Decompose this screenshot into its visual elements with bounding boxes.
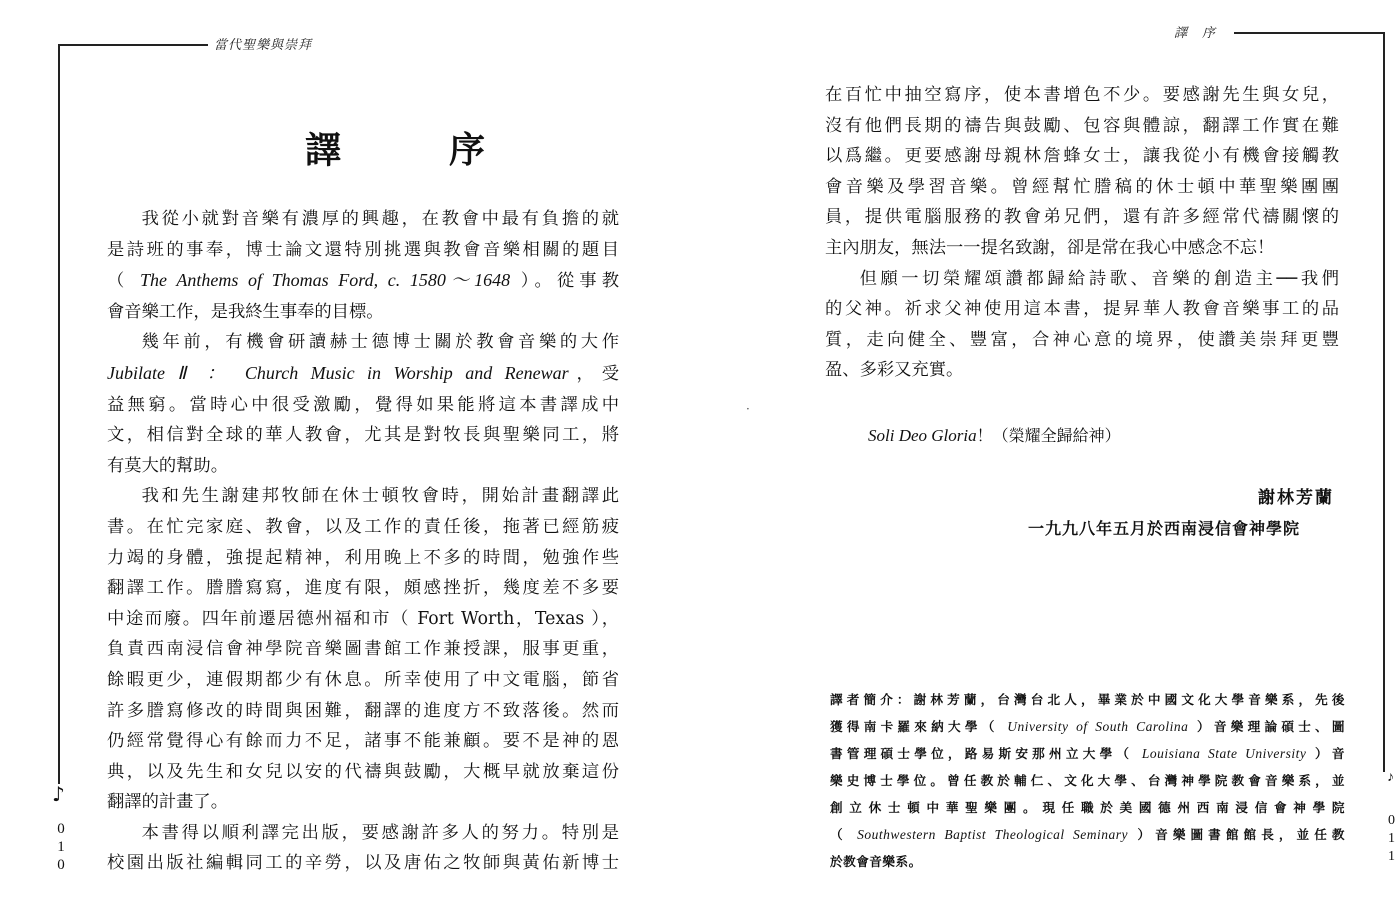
bio-line: 獲得南卡羅來納大學（ University of South Carolina ）音樂理論碩士、圖 — [830, 719, 1346, 734]
text-line: 以爲繼。更要感謝母親林詹蜂女士，讓我從小有機會接觸教 — [825, 146, 1339, 167]
running-head-rule-right — [1234, 32, 1384, 34]
bio-label: 譯者簡介： — [830, 692, 914, 707]
text-line: 翻譯的計畫了。 — [107, 792, 228, 813]
bio-line: 書管理碩士學位，路易斯安那州立大學（ Louisiana State University ）音 — [830, 746, 1345, 761]
signature-place-date: 一九九八年五月於西南浸信會神學院 — [1028, 519, 1301, 538]
running-head-rule-left — [58, 44, 208, 46]
running-head-right: 譯 序 — [1174, 26, 1217, 41]
text-line: 文，相信對全球的華人教會，尤其是對牧長與聖樂同工，將 — [107, 425, 619, 446]
text-line: 會音樂及學習音樂。曾經幫忙謄稿的休士頓中華聖樂團團 — [825, 176, 1339, 197]
text-line: 的父神。祈求父神使用這本書，提昇華人教會音樂事工的品 — [825, 299, 1339, 320]
signature-name: 謝林芳蘭 — [1258, 488, 1334, 508]
bio-line: 譯者簡介：謝林芳蘭，台灣台北人，畢業於中國文化大學音樂系，先後 — [830, 692, 1346, 707]
text-line: 在百忙中抽空寫序，使本書增色不少。要感謝先生與女兒， — [825, 85, 1339, 105]
text-line: 幾年前，有機會研讀赫士德博士關於教會音樂的大作 — [141, 332, 619, 353]
text-line: 負責西南浸信會神學院音樂圖書館工作兼授課，服事更重， — [107, 639, 619, 660]
text-line: 餘暇更少，連假期都少有休息。所幸使用了中文電腦，節省 — [107, 669, 619, 690]
text-line: 典，以及先生和女兒以安的代禱與鼓勵，大概早就放棄這份 — [107, 761, 619, 782]
closing-latin: Soli Deo Gloria — [868, 426, 977, 445]
text-line: Jubilate Ⅱ ： Church Music in Worship and Renewar，受 — [107, 362, 619, 384]
text-line: 盈、多彩又充實。 — [825, 360, 964, 381]
right-margin-rule — [1383, 32, 1385, 772]
text-line: 中途而廢。四年前遷居德州福和市（ Fort Worth，Texas ）， — [107, 608, 619, 629]
closing-line — [868, 423, 1121, 446]
page-folio-left: 0 1 0 — [57, 821, 65, 873]
text-line: 許多謄寫修改的時間與困難，翻譯的進度方不致落後。然而 — [107, 700, 619, 721]
stray-mark: · — [746, 402, 750, 416]
text-line: （ The Anthems of Thomas Ford, c. 1580～1648 ）。從事教 — [107, 270, 619, 292]
bio-line: 樂史博士學位。曾任教於輔仁、文化大學、台灣神學院教會音樂系，並 — [830, 773, 1345, 788]
text-line: 質，走向健全、豐富，合神心意的境界，使讚美崇拜更豐 — [825, 329, 1339, 350]
text-line: 書。在忙完家庭、教會，以及工作的責任後，拖著已經筋疲 — [107, 516, 619, 537]
text-line: 員，提供電腦服務的教會弟兄們，還有許多經常代禱關懷的 — [825, 207, 1339, 228]
closing-translation: ！（榮耀全歸給神） — [976, 426, 1121, 445]
text-line: 但願一切榮耀頌讚都歸給詩歌、音樂的創造主──我們 — [859, 268, 1339, 289]
bio-line: 創立休士頓中華聖樂團。現任職於美國德州西南浸信會神學院 — [830, 800, 1345, 815]
bio-line: 於教會音樂系。 — [830, 854, 922, 869]
text-line: 仍經常覺得心有餘而力不足，諸事不能兼顧。要不是神的恩 — [107, 731, 619, 752]
text-line: 校園出版社編輯同工的辛勞，以及唐佑之牧師與黃佑新博士 — [107, 853, 619, 874]
text-line: 沒有他們長期的禱告與鼓勵、包容與體諒，翻譯工作實在難 — [825, 115, 1339, 136]
running-head-left: 當代聖樂與崇拜 — [214, 38, 313, 53]
music-note-icon: ♪ — [52, 782, 65, 806]
edge-folio: 0 1 1 — [1388, 813, 1395, 864]
text-line: 有莫大的幫助。 — [107, 455, 228, 476]
text-line: 會音樂工作，是我終生事奉的目標。 — [107, 301, 384, 322]
text-line: 我從小就對音樂有濃厚的興趣，在教會中最有負擔的就 — [141, 209, 619, 229]
text-line: 本書得以順利譯完出版，要感謝許多人的努力。特別是 — [141, 822, 619, 843]
text-line: 翻譯工作。謄謄寫寫，進度有限，頗感挫折，幾度差不多要 — [107, 578, 619, 599]
left-margin-rule — [58, 44, 60, 784]
left-body-text — [107, 204, 619, 879]
text-line: 我和先生謝建邦牧師在休士頓牧會時，開始計畫翻譯此 — [141, 486, 619, 507]
text-line: 主內朋友，無法一一提名致謝，卻是常在我心中感念不忘！ — [825, 237, 1275, 258]
translator-bio — [830, 686, 1345, 875]
bio-line: （ Southwestern Baptist Theological Seminary ）音樂圖書館館長，並任教 — [830, 827, 1346, 842]
text-line: 益無窮。當時心中很受激勵，覺得如果能將這本書譯成中 — [107, 394, 619, 415]
page-title: 譯 序 — [305, 129, 522, 171]
text-line: 是詩班的事奉，博士論文還特別挑選與教會音樂相關的題目 — [107, 239, 619, 260]
text-line: 力竭的身體，強提起精神，利用晚上不多的時間，勉強作些 — [107, 547, 619, 568]
right-body-text — [825, 80, 1339, 386]
edge-note-icon: ♪ — [1387, 770, 1394, 785]
